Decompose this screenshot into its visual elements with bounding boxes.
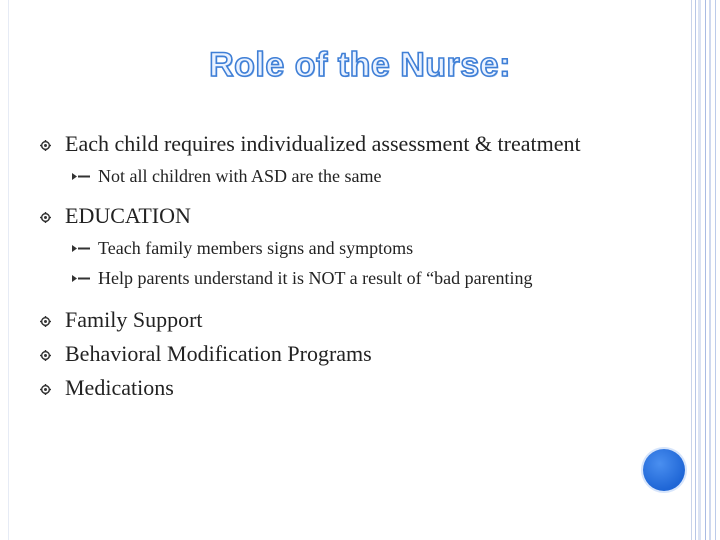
bullet-item — [40, 127, 640, 161]
bullet-item — [40, 199, 640, 233]
slide-title: Role of the Nurse: — [209, 46, 511, 84]
bullet-list — [40, 127, 640, 405]
arrow-bullet-icon — [71, 171, 93, 182]
sub-bullet-text: Not all children with ASD are the same — [98, 166, 382, 186]
gear-bullet-icon — [40, 212, 51, 223]
gear-bullet-icon — [40, 384, 51, 395]
gear-bullet-icon — [40, 140, 51, 151]
sub-bullet-item — [40, 263, 640, 293]
gear-bullet-icon — [40, 316, 51, 327]
sub-bullet-item — [40, 161, 640, 191]
bullet-item — [40, 303, 640, 337]
bullet-text: Medications — [65, 375, 174, 400]
arrow-bullet-icon — [71, 273, 93, 284]
sub-bullet-text: Teach family members signs and symptoms — [98, 238, 414, 258]
bullet-text: Family Support — [65, 307, 203, 332]
sub-bullet-item — [40, 233, 640, 263]
bullet-text: Behavioral Modification Programs — [65, 341, 372, 366]
bullet-item — [40, 371, 640, 405]
bullet-item — [40, 337, 640, 371]
bullet-text: EDUCATION — [65, 203, 191, 228]
arrow-bullet-icon — [71, 243, 93, 254]
decorative-circle — [643, 449, 685, 491]
sub-bullet-text: Help parents understand it is NOT a result of “bad parenting — [98, 268, 533, 288]
gear-bullet-icon — [40, 350, 51, 361]
bullet-text: Each child requires individualized assessment & treatment — [65, 131, 581, 156]
